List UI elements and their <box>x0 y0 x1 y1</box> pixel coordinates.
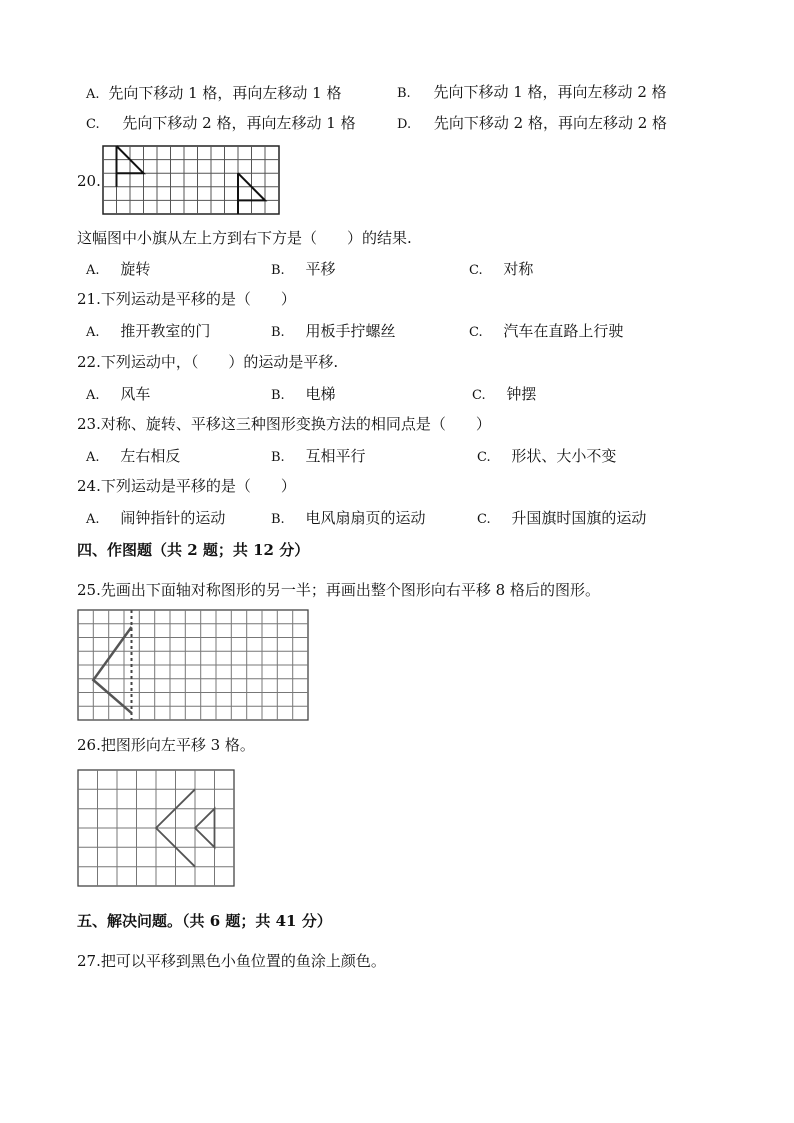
q20-flag-grid <box>102 145 282 217</box>
option-letter: C. <box>469 325 483 340</box>
option-text: 推开教室的门 <box>120 322 211 340</box>
option-letter: A. <box>86 388 100 403</box>
option-letter: B. <box>271 388 285 403</box>
q21-stem: 21.下列运动是平移的是（ ） <box>77 290 296 308</box>
q19-option-b <box>397 82 667 104</box>
q27-stem: 27.把可以平移到黑色小鱼位置的鱼涂上颜色。 <box>77 952 386 970</box>
option-letter: A. <box>86 325 100 340</box>
option-text: 电梯 <box>305 385 336 403</box>
option-letter: C. <box>477 450 491 465</box>
option-letter: B. <box>271 263 285 278</box>
option-letter: C. <box>86 117 100 132</box>
option-letter: A. <box>86 450 100 465</box>
option-letter: D. <box>397 117 412 132</box>
q25-stem: 25.先画出下面轴对称图形的另一半；再画出整个图形向右平移 8 格后的图形。 <box>77 581 600 599</box>
option-letter: C. <box>477 512 491 527</box>
q22-stem: 22.下列运动中，（ ）的运动是平移. <box>77 353 339 371</box>
q22-option-a <box>86 384 150 406</box>
option-letter: C. <box>469 263 483 278</box>
option-letter: A. <box>86 263 100 278</box>
q20-number: 20. <box>77 172 101 190</box>
q24-stem: 24.下列运动是平移的是（ ） <box>77 477 296 495</box>
q26-grid <box>77 769 237 889</box>
option-text: 先向下移动 2 格，再向左移动 1 格 <box>122 114 356 132</box>
q21-option-c <box>469 321 623 343</box>
q21-option-a <box>86 321 210 343</box>
q24-option-b <box>271 508 425 530</box>
q19-option-a <box>86 83 341 105</box>
option-text: 对称 <box>503 260 534 278</box>
section-5-title: 五、解决问题。（共 6 题；共 41 分） <box>77 912 332 930</box>
q20-option-c <box>469 259 533 281</box>
half-triangle <box>93 627 131 713</box>
section-4-title: 四、作图题（共 2 题；共 12 分） <box>77 541 310 559</box>
q25-grid <box>77 609 311 723</box>
option-text: 左右相反 <box>120 447 181 465</box>
option-text: 闹钟指针的运动 <box>120 509 226 527</box>
q20-option-a <box>86 259 150 281</box>
option-letter: A. <box>86 512 100 527</box>
q19-option-c <box>86 113 356 135</box>
option-text: 平移 <box>305 260 336 278</box>
option-text: 互相平行 <box>305 447 366 465</box>
option-text: 先向下移动 1 格，再向左移动 1 格 <box>108 84 342 102</box>
option-text: 电风扇扇页的运动 <box>305 509 426 527</box>
q23-stem: 23.对称、旋转、平移这三种图形变换方法的相同点是（ ） <box>77 415 491 433</box>
q20-stem: 这幅图中小旗从左上方到右下方是（ ）的结果. <box>77 229 412 247</box>
q21-option-b <box>271 321 395 343</box>
option-text: 先向下移动 1 格，再向左移动 2 格 <box>433 83 667 101</box>
q24-option-a <box>86 508 225 530</box>
q23-option-c <box>477 446 616 468</box>
option-letter: B. <box>271 512 285 527</box>
q22-option-b <box>271 384 335 406</box>
option-letter: C. <box>472 388 486 403</box>
option-letter: A. <box>86 87 100 102</box>
q23-option-b <box>271 446 365 468</box>
q20-option-b <box>271 259 335 281</box>
option-text: 形状、大小不变 <box>511 447 617 465</box>
option-text: 旋转 <box>120 260 151 278</box>
q22-option-c <box>472 384 536 406</box>
q24-option-c <box>477 508 646 530</box>
option-text: 钟摆 <box>506 385 537 403</box>
option-text: 先向下移动 2 格，再向左移动 2 格 <box>433 114 668 132</box>
option-text: 用板手拧螺丝 <box>305 322 396 340</box>
option-text: 升国旗时国旗的运动 <box>511 509 647 527</box>
option-text: 风车 <box>120 385 151 403</box>
q26-stem: 26.把图形向左平移 3 格。 <box>77 736 255 754</box>
option-letter: B. <box>271 450 285 465</box>
option-letter: B. <box>271 325 285 340</box>
option-letter: B. <box>397 86 411 101</box>
q19-option-d <box>397 113 667 135</box>
q23-option-a <box>86 446 180 468</box>
option-text: 汽车在直路上行驶 <box>503 322 624 340</box>
